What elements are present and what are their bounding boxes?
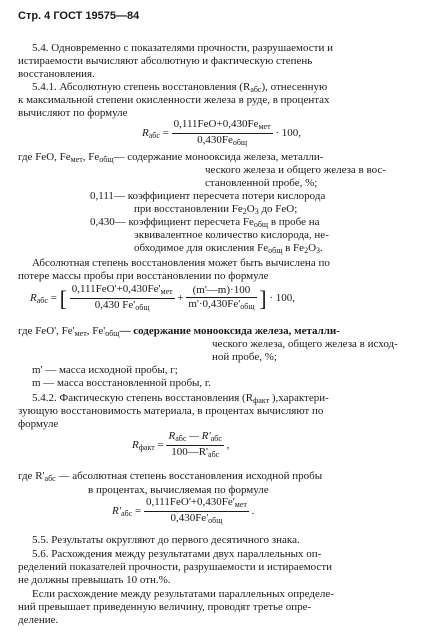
defs2-line2: ческого железа, общего железа в исход- [212,338,398,350]
para-5-6-line4: Если расхождение между результатами параллельных определе- [32,588,334,600]
para-5-6-line3: не должны превышать 10 отн.%. [18,574,171,586]
defs1-line3: становленной пробе, %; [205,177,318,189]
formula-r-abs-mass-loss: $R_{абс}$ = [ $\frac{0,111FeO'+0,430Fe'_{мет}}{0,430 Fe'_{общ}}$ + $\frac{(m'—m)\cdot 100}{m'\cdot 0,430Fe'_{общ}}$ ] · 100, [30,283,295,312]
page-header: Стр. 4 ГОСТ 19575—84 [18,10,140,22]
defs1-line2: ческого железа и общего железа в вос- [205,164,386,176]
defs1-coef2-line1: 0,430— коэффициент пересчета $Fe_{общ}$ в пробе на [90,216,320,229]
formula-r-abs: $R_{абс}$ = $\frac{0,111FeO+0,430Fe_{мет}}{0,430Fe_{общ}}$ · 100, [142,118,301,147]
formula-r-fakt: $R_{факт}$ = $\frac{R_{абс} — R'_{абс}}{100—R'_{абс}}$ , [132,430,230,459]
para-5-4-line1: 5.4. Одновременно с показателями прочности, разрушаемости и [32,42,333,54]
para-5-4-1-line2: к максимальной степени окисленности железа в руде, в процентах [18,94,330,106]
para-abs-line2: потере массы пробы при восстановлении по формуле [18,270,269,282]
defs2-line1: где FeO', $Fe'_{мет}$, $Fe'_{общ}—$ содержание монооксида железа, металли- [18,325,340,338]
defs1-coef2-line2: эквивалентное количество кислорода, не- [134,229,329,241]
defs1-line1: где FeO, $Fe_{мет}$, $Fe_{общ}—$ содержание монооксида железа, металли- [18,151,324,164]
para-5-4-2-line1: 5.4.2. Фактическую степень восстановления ($R_{факт}$ ),характери- [32,392,329,405]
para-5-4-line3: восстановления. [18,68,95,80]
para-5-6-line5: ний превышает приведенную величину, проводят третье опре- [18,601,312,613]
para-5-4-2-line3: формуле [18,418,59,430]
para-abs-line1: Абсолютная степень восстановления может быть вычислена по [32,257,330,269]
defs3-line2: в процентах, вычисляемая по формуле [88,484,269,496]
defs1-coef1-line2: при восстановлении $Fe_2O_3$ до FeO; [134,203,298,216]
para-5-6-line2: ределений показателей прочности, разрушаемости и истираемости [18,561,333,573]
para-5-6-line6: деление. [18,614,59,626]
defs1-coef1-line1: 0,111— коэффициент пересчета потери кислорода [90,190,326,202]
defs1-coef2-line3: обходимое для окисления $Fe_{общ}$ в $Fe_2O_3$. [134,242,323,255]
para-5-6-line1: 5.6. Расхождения между результатами двух параллельных оп- [32,548,322,560]
para-5-4-1-line1: 5.4.1. Абсолютную степень восстановления $(R_{абс})$, отнесенную [32,81,328,94]
defs3-line1: где $R'_{абс}$ — абсолютная степень восстановления исходной пробы [18,470,323,483]
defs2-m: m — масса восстановленной пробы, г. [32,377,211,389]
defs2-m-prime: m' — масса исходной пробы, г; [32,364,178,376]
para-5-4-1-line3: вычисляют по формуле [18,107,128,119]
para-5-4-2-line2: зующую восстановимость материала, в процентах вычисляют по [18,405,324,417]
formula-r-abs-initial: $R'_{абс}$ = $\frac{0,111FeO'+0,430Fe'_{мет}}{0,430Fe'_{общ}}$ . [112,496,255,525]
para-5-4-line2: истираемости вычисляют абсолютную и фактическую степень [18,55,313,67]
defs2-line3: ной пробе, %; [212,351,277,363]
para-5-5: 5.5. Результаты округляют до первого десятичного знака. [32,534,300,546]
